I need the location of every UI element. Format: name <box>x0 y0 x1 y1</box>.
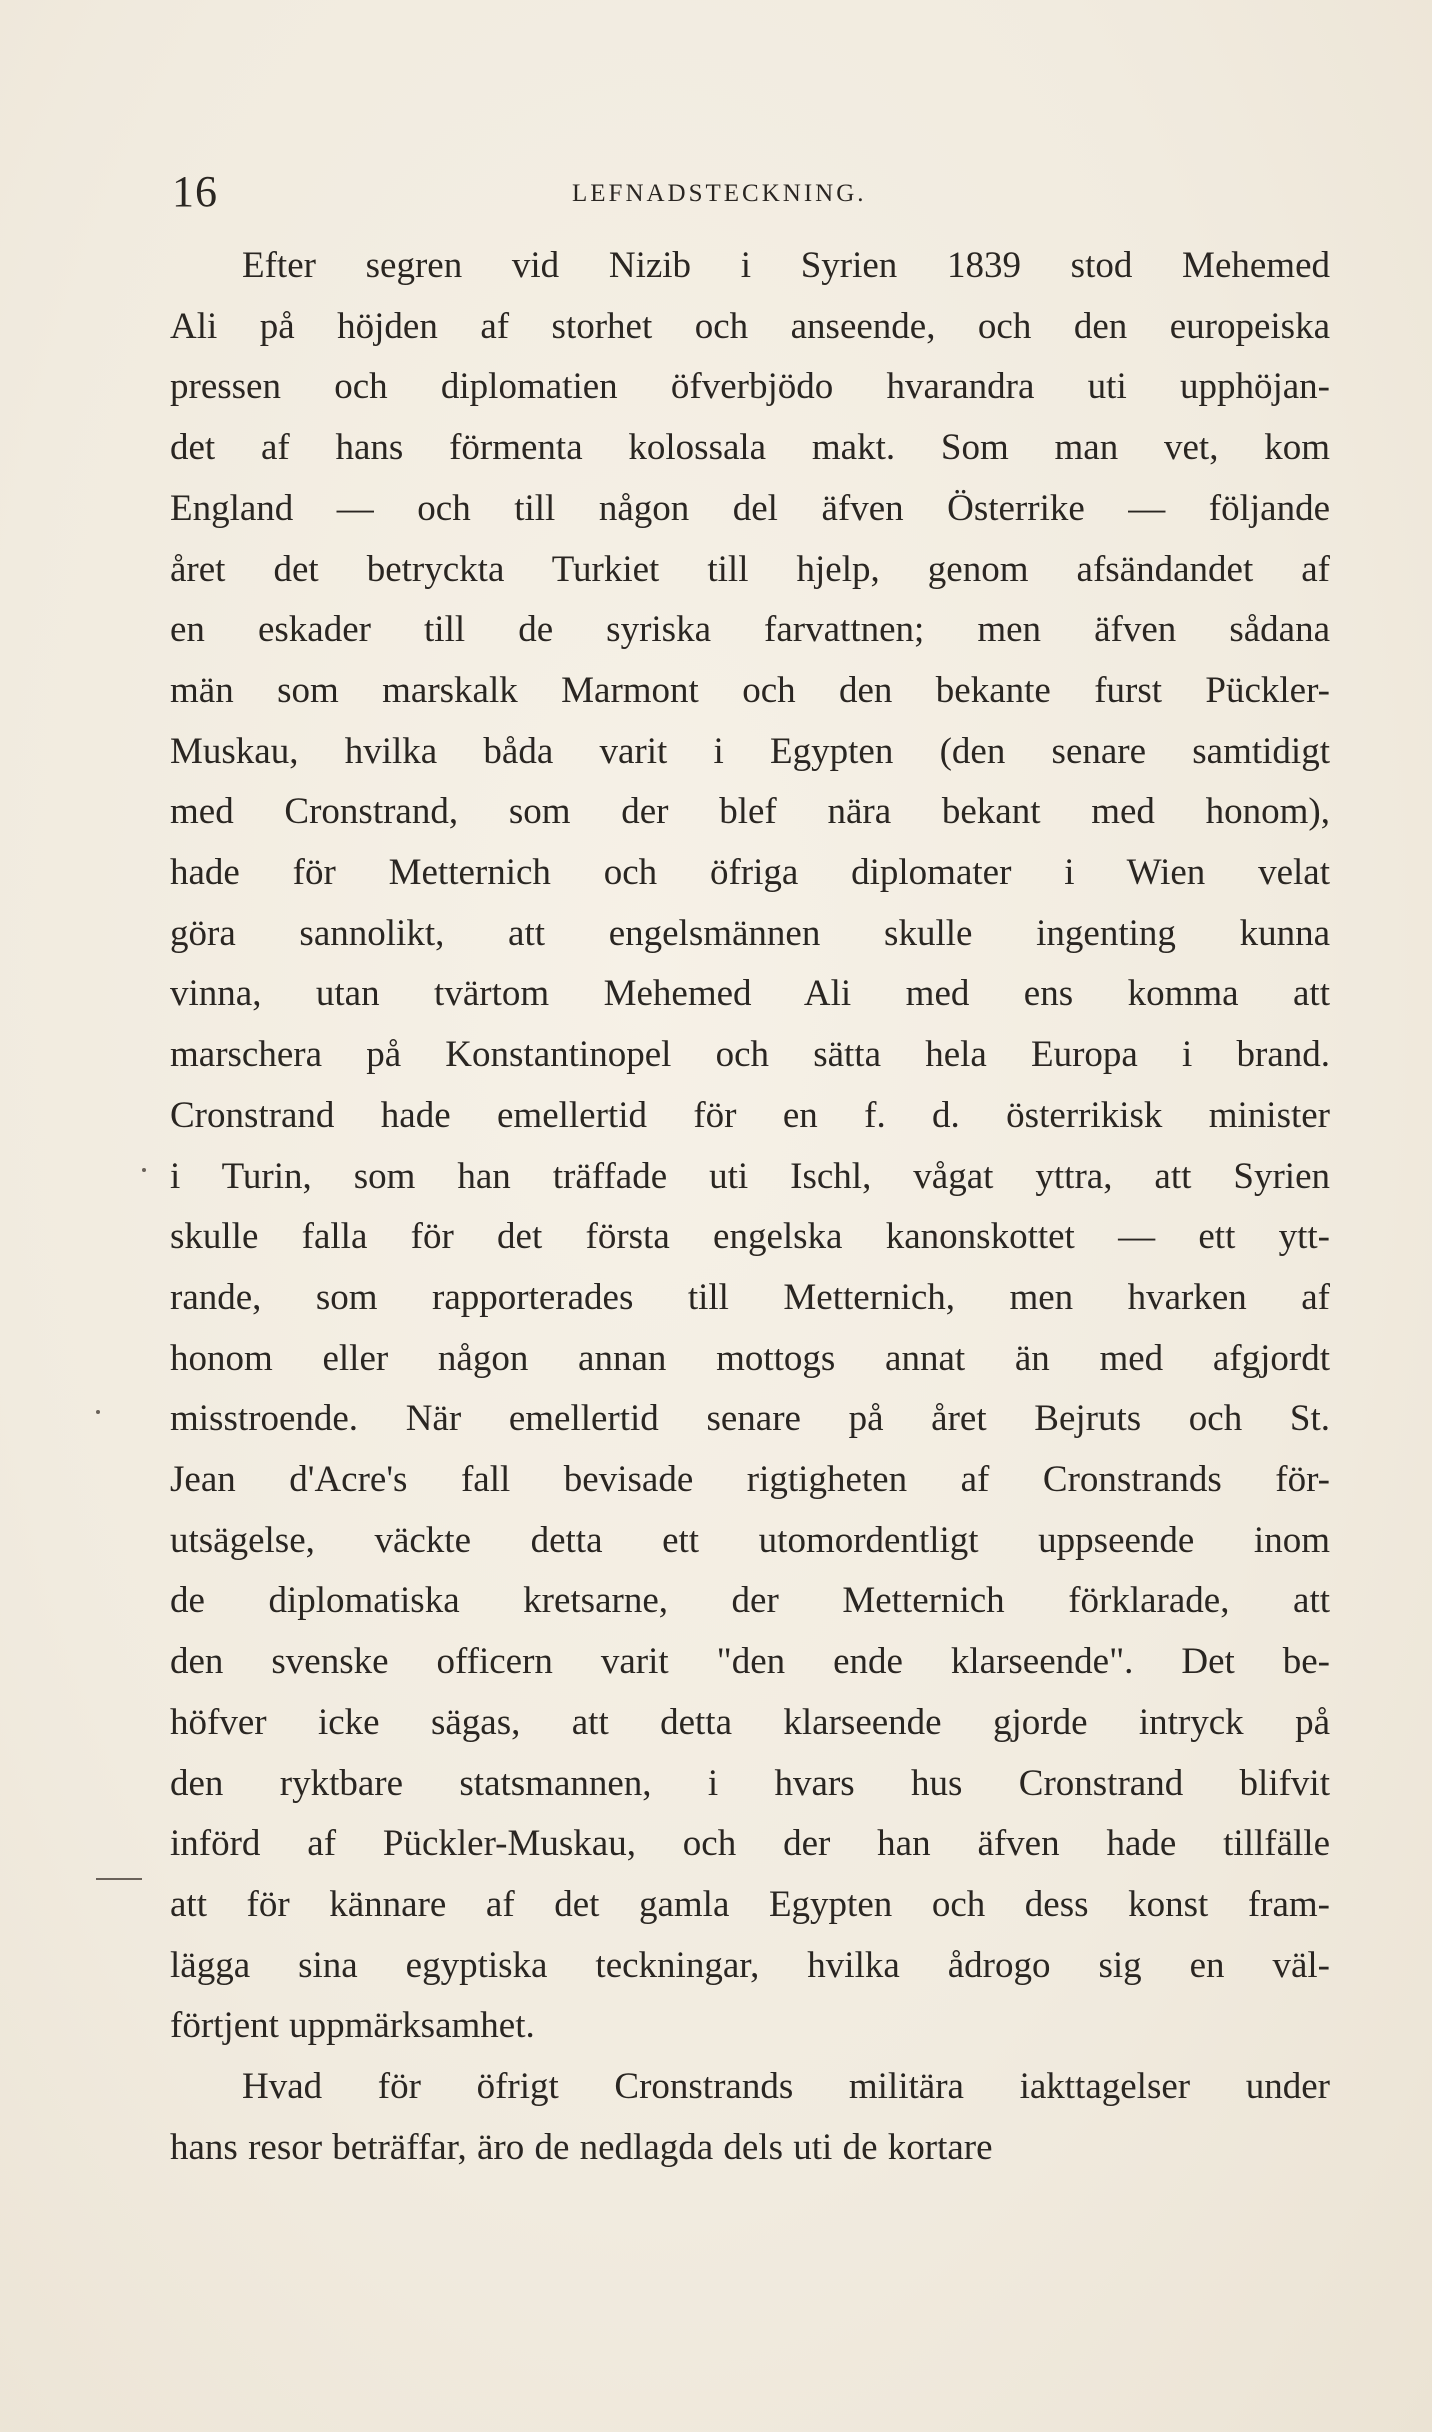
text-line: göra sannolikt, att engelsmännen skulle ingenting kunna <box>170 912 1330 954</box>
text-line: skulle falla för det första engelska kanonskottet — ett ytt- <box>170 1216 1330 1258</box>
body-text <box>170 236 1330 2179</box>
text-line: Jean d'Acre's fall bevisade rigtigheten af Cronstrands för- <box>170 1459 1330 1501</box>
text-line: England — och till någon del äfven Österrike — följande <box>170 487 1330 529</box>
text-line: rande, som rapporterades till Metternich, men hvarken af <box>170 1276 1330 1318</box>
text-line: Ali på höjden af storhet och anseende, och den europeiska <box>170 305 1330 347</box>
page-header <box>172 164 1332 220</box>
text-line: hans resor beträffar, äro de nedlagda dels uti de kortare <box>170 2126 993 2168</box>
text-line: vinna, utan tvärtom Mehemed Ali med ens komma att <box>170 973 1330 1015</box>
text-line: Hvad för öfrigt Cronstrands militära iakttagelser under <box>242 2066 1330 2108</box>
paragraph <box>170 236 1330 2057</box>
paragraph <box>170 2057 1330 2178</box>
text-line: hade för Metternich och öfriga diplomater i Wien velat <box>170 852 1330 894</box>
text-line: honom eller någon annan mottogs annat än med afgjordt <box>170 1337 1330 1379</box>
text-line: misstroende. När emellertid senare på året Bejruts och St. <box>170 1398 1330 1440</box>
text-line: män som marskalk Marmont och den bekante furst Pückler- <box>170 669 1330 711</box>
text-line: året det betryckta Turkiet till hjelp, genom afsändandet af <box>170 548 1330 590</box>
text-line: med Cronstrand, som der blef nära bekant med honom), <box>170 791 1330 833</box>
text-line: förtjent uppmärksamhet. <box>170 2005 535 2047</box>
text-line: att för kännare af det gamla Egypten och dess konst fram- <box>170 1883 1330 1925</box>
text-line: en eskader till de syriska farvattnen; men äfven sådana <box>170 609 1330 651</box>
text-line: marschera på Konstantinopel och sätta hela Europa i brand. <box>170 1034 1330 1076</box>
text-line: lägga sina egyptiska teckningar, hvilka ådrogo sig en väl- <box>170 1944 1330 1986</box>
text-line: införd af Pückler-Muskau, och der han äfven hade tillfälle <box>170 1823 1330 1865</box>
running-head: LEFNADSTECKNING. <box>572 180 867 207</box>
margin-dot-mark <box>142 1168 146 1172</box>
text-line: det af hans förmenta kolossala makt. Som man vet, kom <box>170 427 1330 469</box>
text-line: den ryktbare statsmannen, i hvars hus Cronstrand blifvit <box>170 1762 1330 1804</box>
margin-dash-mark <box>96 1878 142 1880</box>
page-number: 16 <box>172 167 218 216</box>
text-line: utsägelse, väckte detta ett utomordentligt uppseende inom <box>170 1519 1330 1561</box>
text-line: höfver icke sägas, att detta klarseende gjorde intryck på <box>170 1701 1330 1743</box>
text-line: Efter segren vid Nizib i Syrien 1839 stod Mehemed <box>242 245 1330 286</box>
margin-dot-mark <box>96 1410 100 1414</box>
text-line: pressen och diplomatien öfverbjödo hvarandra uti upphöjan- <box>170 366 1330 408</box>
text-line: de diplomatiska kretsarne, der Metternich förklarade, att <box>170 1580 1330 1622</box>
text-line: den svenske officern varit "den ende klarseende". Det be- <box>170 1641 1330 1683</box>
text-line: Muskau, hvilka båda varit i Egypten (den senare samtidigt <box>170 730 1330 772</box>
text-line: i Turin, som han träffade uti Ischl, vågat yttra, att Syrien <box>170 1155 1330 1197</box>
text-line: Cronstrand hade emellertid för en f. d. österrikisk minister <box>170 1094 1330 1136</box>
